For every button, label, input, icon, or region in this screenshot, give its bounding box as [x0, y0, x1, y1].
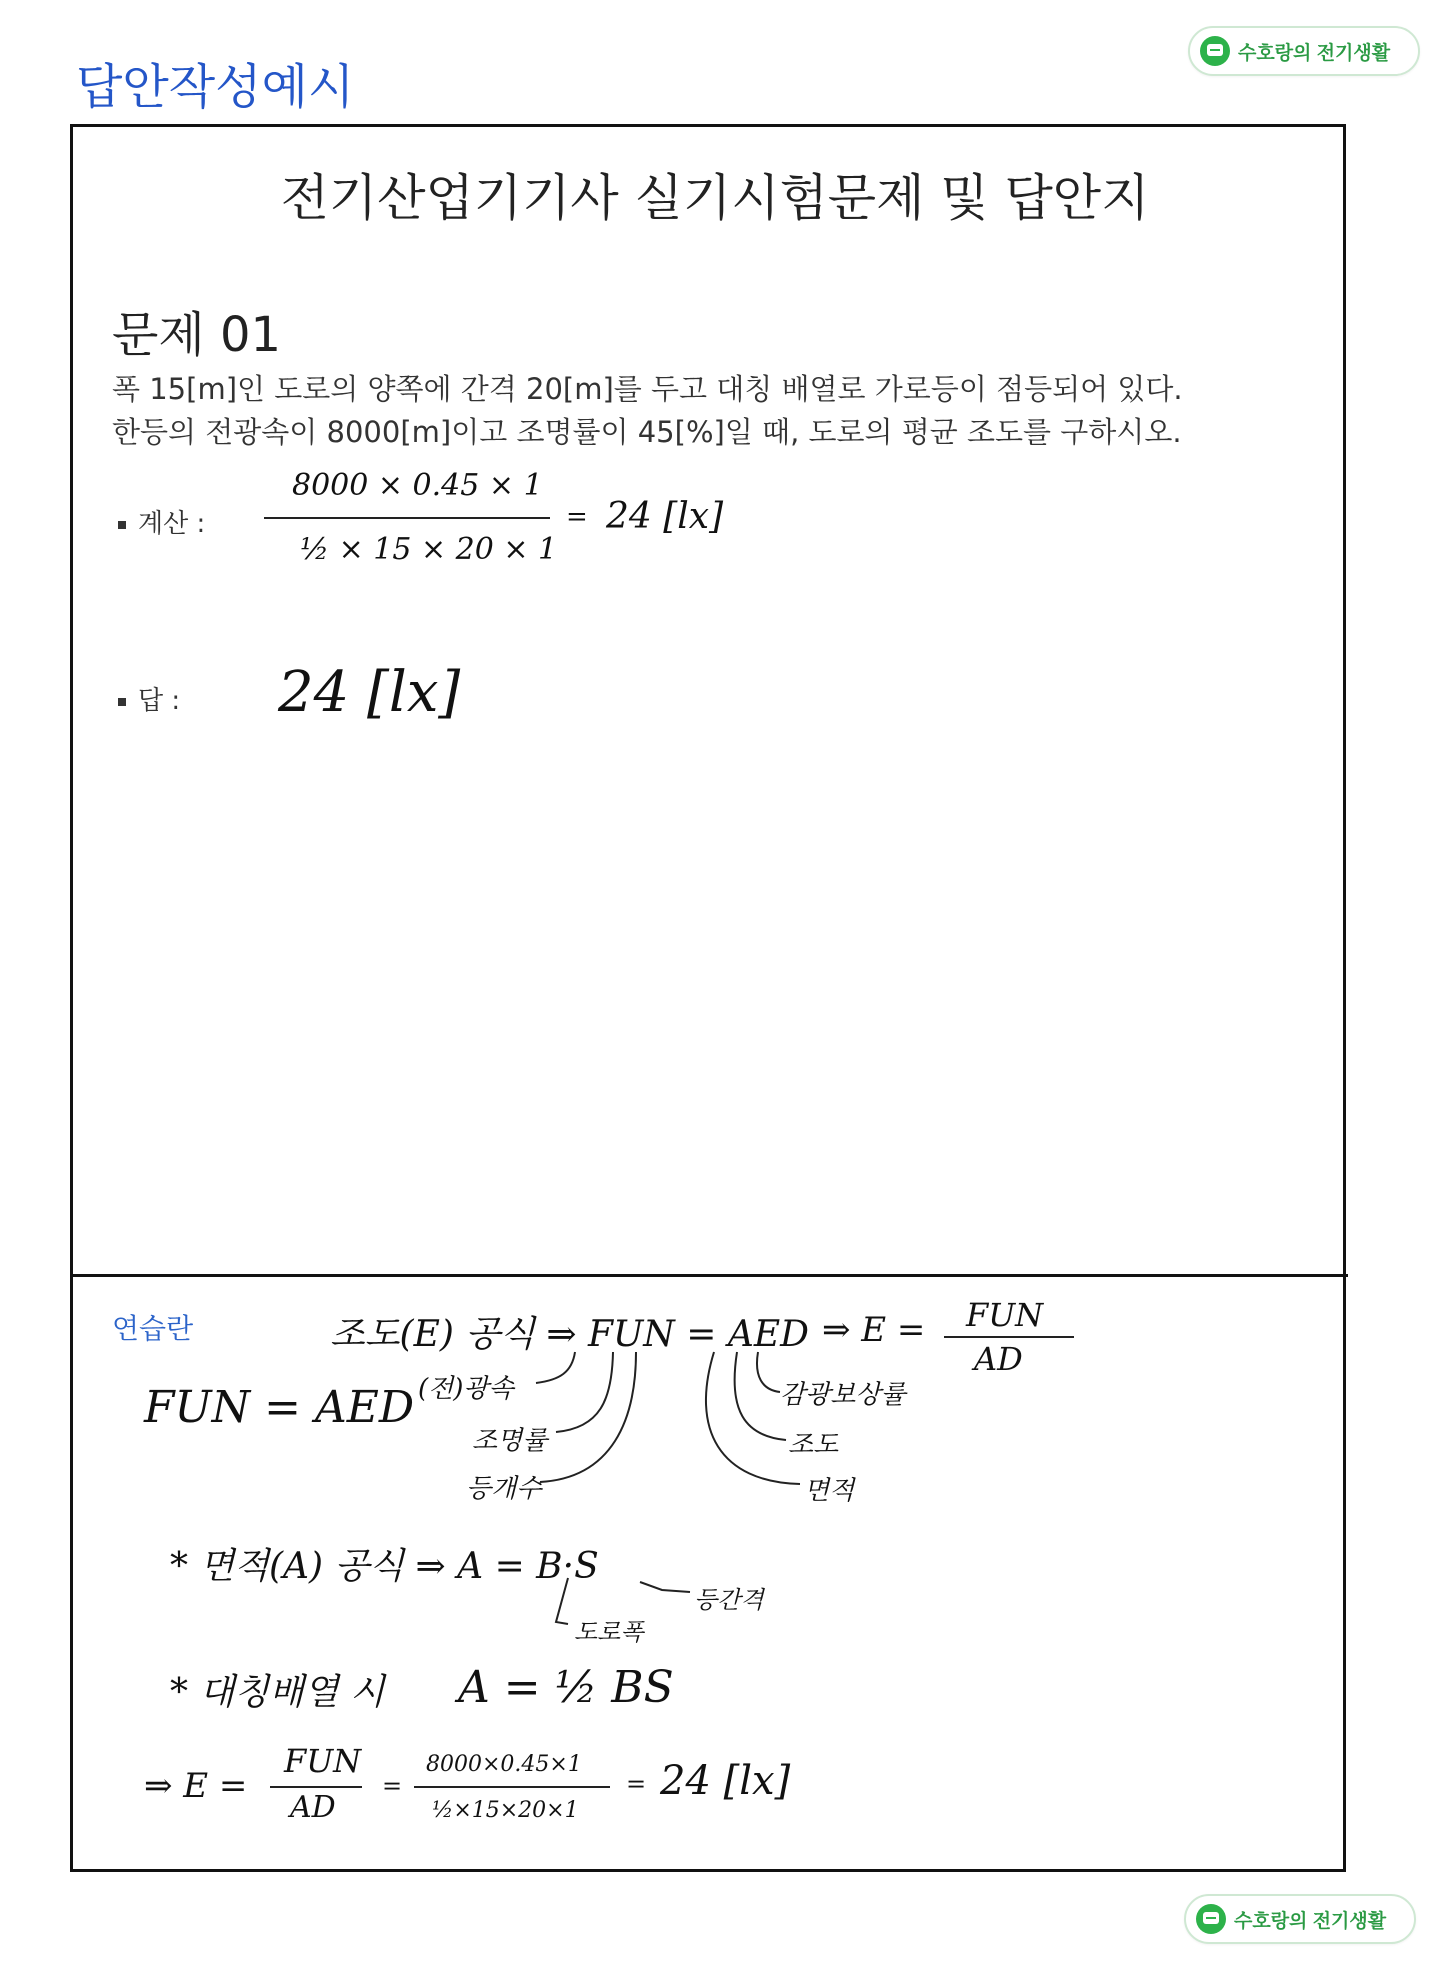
question-line-1: 폭 15[m]인 도로의 양쪽에 간격 20[m]를 두고 대칭 배열로 가로등이 점등되어 있다. [112, 372, 1183, 406]
chat-bubble-icon [1196, 1904, 1226, 1934]
annotation-utilization: 조명률 [472, 1426, 548, 1456]
formula-arrow: ⇒ E = [822, 1310, 926, 1350]
symmetric-line: * 대칭배열 시 [170, 1672, 385, 1713]
calc-result: 24 [lx] [606, 496, 724, 537]
final-frac-bar [270, 1786, 362, 1788]
symmetric-formula: A = ½ BS [458, 1662, 674, 1713]
formula-title: 조도(E) 공식 ⇒ FUN = AED [330, 1314, 809, 1355]
formula-frac-num: FUN [966, 1296, 1044, 1334]
curve-utilization [556, 1352, 613, 1432]
calc-denominator: ½ × 15 × 20 × 1 [300, 532, 558, 567]
badge-text: 수호랑의 전기생활 [1238, 42, 1391, 64]
annotation-area: 면적 [804, 1476, 855, 1506]
calc-equals: = [566, 502, 588, 532]
curve-maintenance [757, 1352, 780, 1392]
curve-lamp-count [540, 1352, 636, 1482]
final-denominator: ½×15×20×1 [432, 1798, 579, 1823]
area-b-note: 도로폭 [574, 1618, 644, 1646]
brand-badge-bottom[interactable] [1184, 1894, 1416, 1944]
final-arrow: ⇒ E = [144, 1766, 248, 1806]
annotation-illuminance: 조도 [788, 1430, 839, 1460]
page-title: 답안작성예시 [76, 61, 355, 114]
area-s-note: 등간격 [694, 1586, 764, 1614]
annotation-luminous-flux: (전)광속 [418, 1374, 514, 1404]
final-equals-2: = [626, 1770, 647, 1798]
final-equals: = [382, 1772, 403, 1800]
answer-label-text: 답 : [138, 686, 181, 716]
calc-label-text: 계산 : [138, 509, 206, 539]
final-fraction-bar [414, 1786, 610, 1788]
big-formula: FUN = AED [144, 1382, 415, 1433]
question-line-2: 한등의 전광속이 8000[m]이고 조명률이 45[%]일 때, 도로의 평균 조도를 구하시오. [112, 415, 1182, 449]
calc-numerator: 8000 × 0.45 × 1 [292, 468, 543, 503]
badge-text: 수호랑의 전기생활 [1234, 1910, 1387, 1932]
formula-frac-den: AD [974, 1340, 1023, 1378]
practice-label: 연습란 [112, 1313, 194, 1344]
final-frac-num: FUN [284, 1742, 362, 1780]
final-frac-den: AD [290, 1790, 336, 1825]
final-numerator: 8000×0.45×1 [426, 1752, 582, 1777]
area-formula-line: * 면적(A) 공식 ⇒ A = B·S [170, 1546, 599, 1587]
annotation-lamp-count: 등개수 [466, 1474, 542, 1504]
curve-area [706, 1352, 800, 1484]
curve-lamp-spacing [640, 1582, 690, 1592]
answer-value: 24 [lx] [278, 660, 461, 725]
final-result: 24 [lx] [660, 1758, 791, 1804]
sheet-title: 전기산업기기사 실기시험문제 및 답안지 [280, 169, 1150, 227]
annotation-maintenance: 감광보상률 [780, 1380, 906, 1410]
question-title: 문제 01 [112, 307, 282, 363]
curve-illuminance [735, 1352, 786, 1440]
curve-luminous-flux [536, 1352, 575, 1383]
